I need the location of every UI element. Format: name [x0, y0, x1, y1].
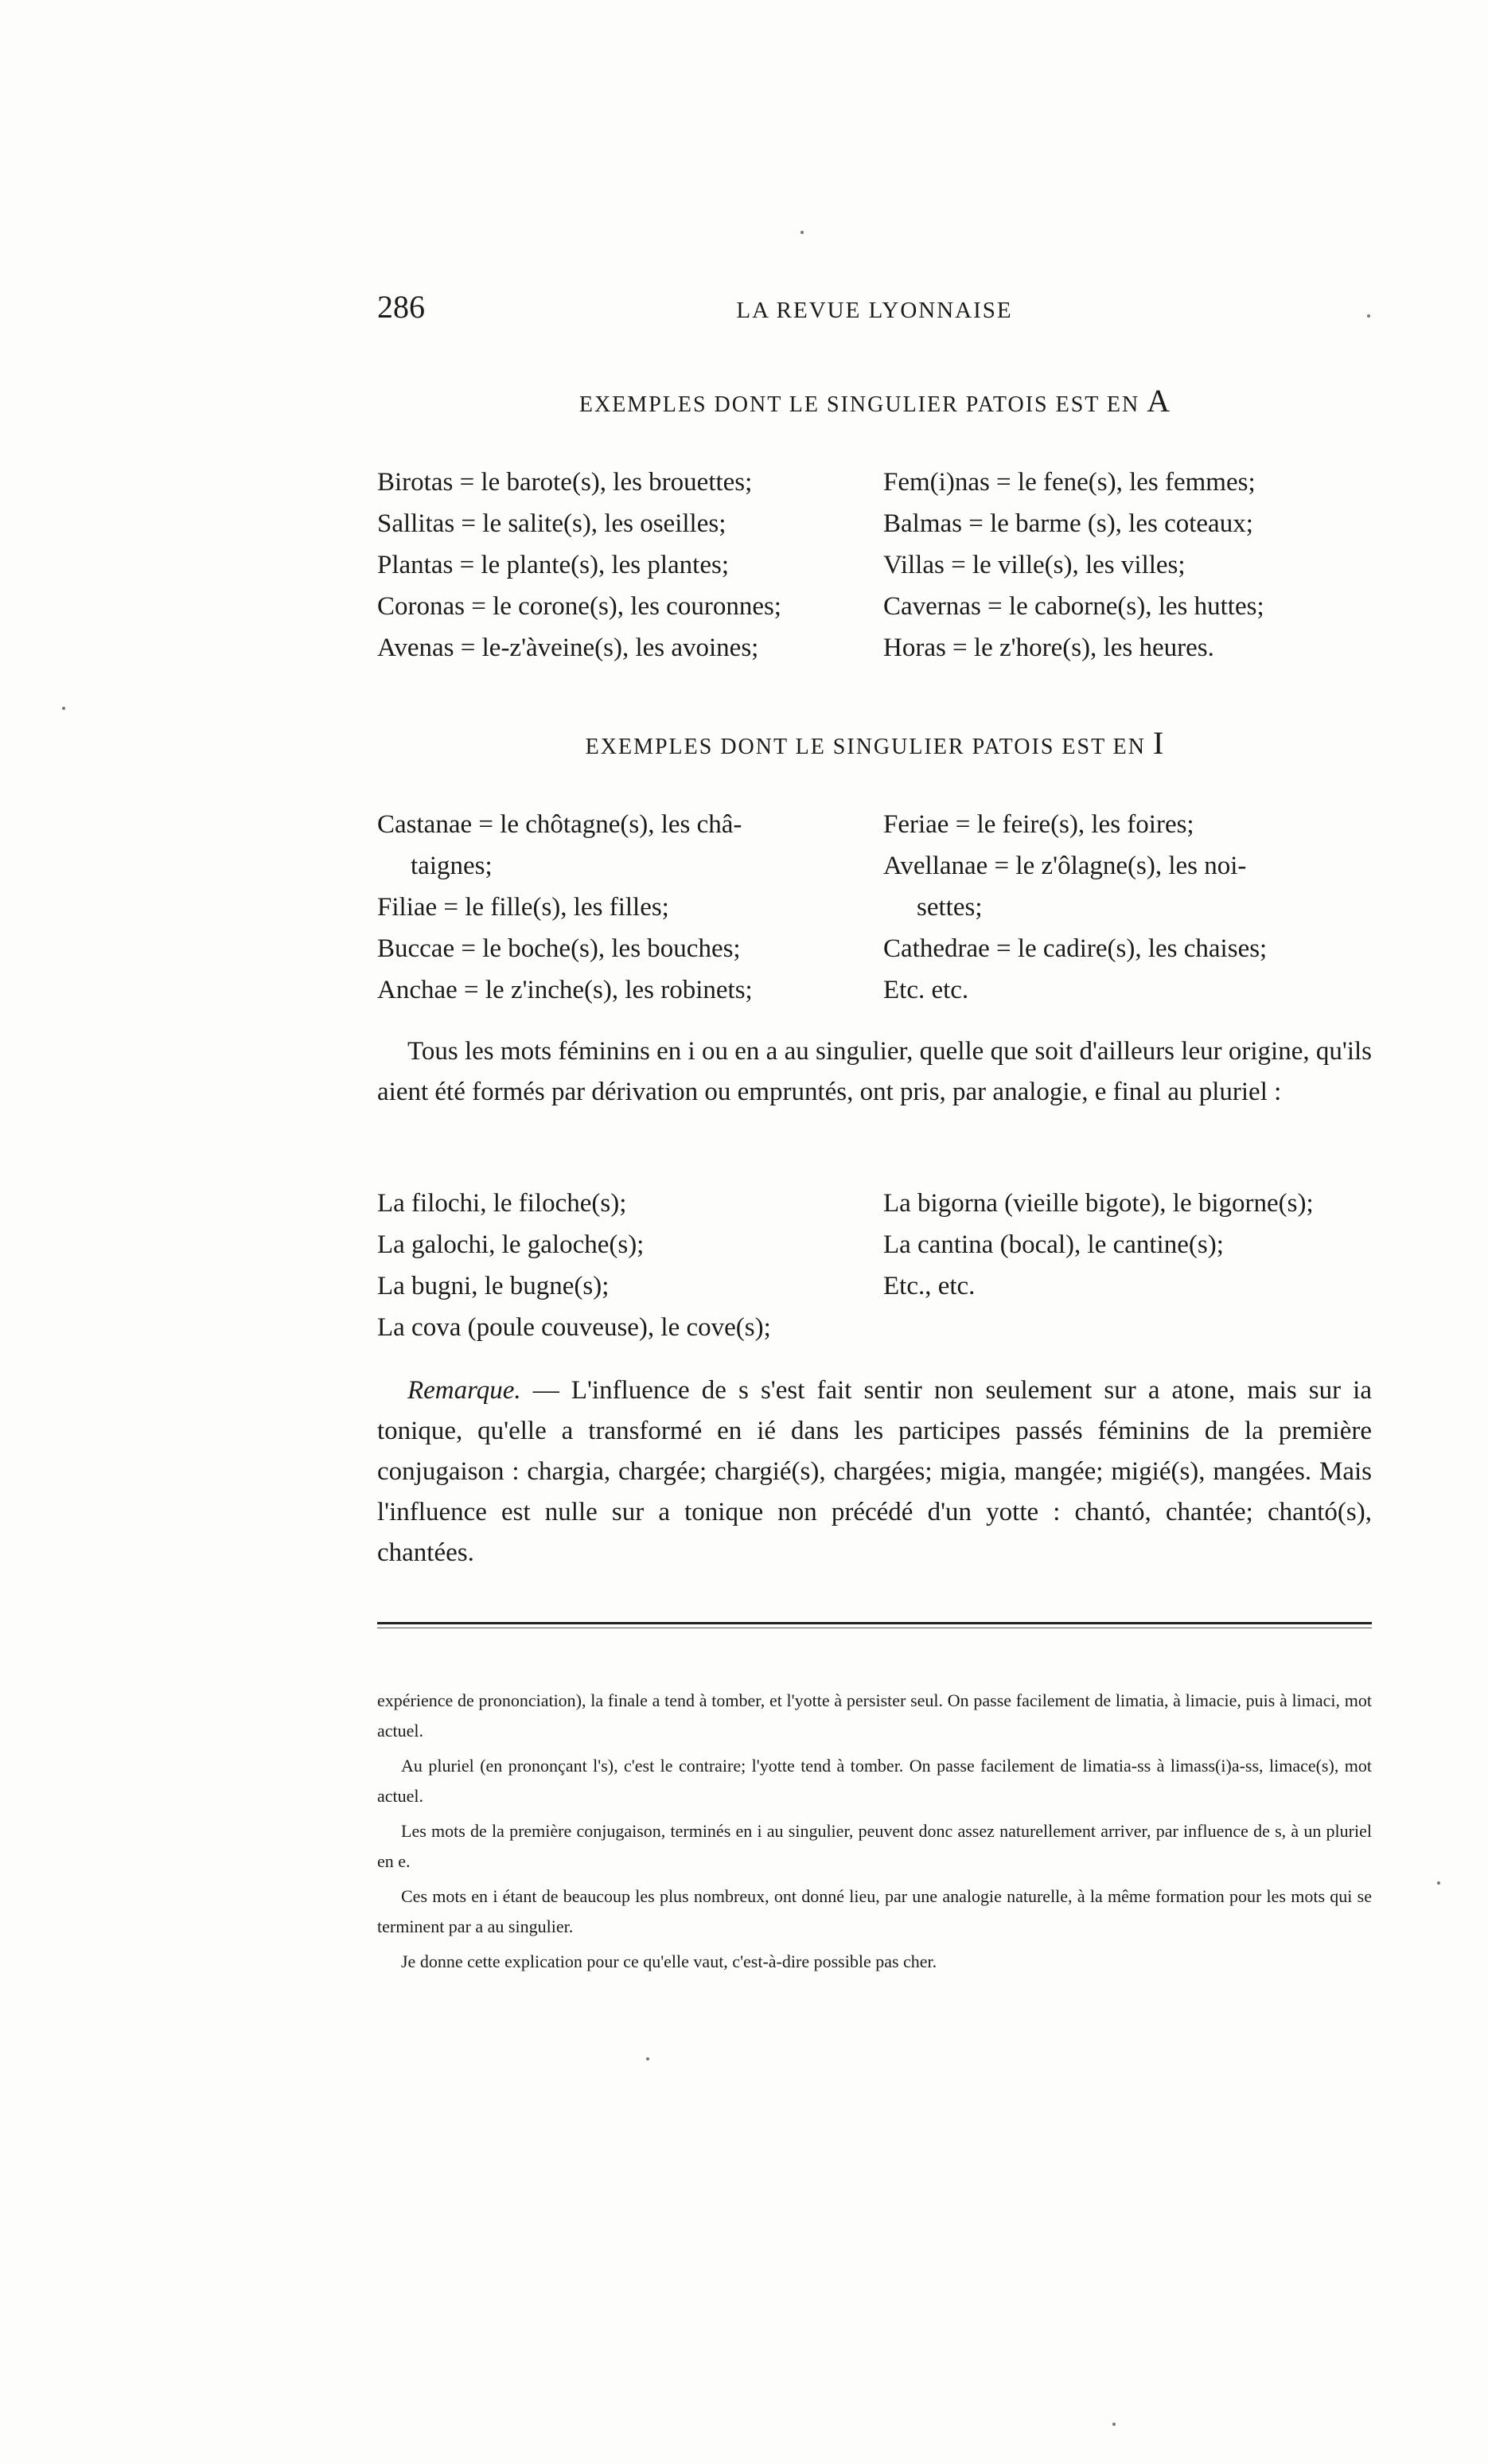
section-a-heading-text: EXEMPLES DONT LE SINGULIER PATOIS EST EN [578, 392, 1140, 417]
remark-text: — L'influence de s s'est fait sentir non seulement sur a atone, mais sur ia tonique, qu'elle a transformé en ié dans les participes passés féminins de la première conjugaison : chargia, chargée; chargié(s), chargées; migia, mangée; migié(s), mangées. Mais l'influence est nulle sur a tonique non précédé d'un yotte : chantó, chantée; chantó(s), chantées. [377, 1376, 1372, 1567]
section-i-letter: I [1153, 725, 1164, 761]
page-header [377, 288, 1372, 336]
example-line: Cathedrae = le cadire(s), les chaises; [883, 934, 1268, 963]
example-line: taignes; [411, 852, 493, 880]
remark-label: Remarque. [407, 1376, 521, 1405]
running-head: LA REVUE LYONNAISE [736, 298, 1013, 323]
footnote-paragraph: Les mots de la première conjugaison, terminés en i au singulier, peuvent donc assez naturellement arriver, par influence de s, à un pluriel en e. [377, 1821, 1372, 1871]
footnote-paragraph: Ces mots en i étant de beaucoup les plus nombreux, ont donné lieu, par une analogie naturelle, à la même formation pour les mots qui se terminent par a au singulier. [377, 1886, 1372, 1936]
example-line: Horas = le z'hore(s), les heures. [883, 634, 1214, 662]
section-i-heading-text: EXEMPLES DONT LE SINGULIER PATOIS EST EN [585, 735, 1146, 759]
print-speck [646, 2057, 649, 2060]
footnote-paragraph: Au pluriel (en prononçant l's), c'est le contraire; l'yotte tend à tomber. On passe facilement de limatia-ss à limass(i)a-ss, limace(s), mot actuel. [377, 1756, 1372, 1806]
example-line: Anchae = le z'inche(s), les robinets; [377, 976, 753, 1004]
section-a-left-column [377, 462, 855, 669]
example-line: Balmas = le barme (s), les coteaux; [883, 509, 1253, 538]
example-line: Fem(i)nas = le fene(s), les femmes; [883, 468, 1256, 497]
print-speck [1437, 1881, 1440, 1885]
paragraph-feminine-plurals [377, 1031, 1372, 1113]
print-speck [800, 231, 804, 234]
example-line: Coronas = le corone(s), les couronnes; [377, 592, 781, 621]
example-line: La cantina (bocal), le cantine(s); [883, 1230, 1224, 1259]
footnote-paragraph: expérience de prononciation), la finale a tend à tomber, et l'yotte à persister seul. On passe facilement de limatia, à limacie, puis à limaci, mot actuel. [377, 1690, 1372, 1741]
example-line: Plantas = le plante(s), les plantes; [377, 551, 730, 579]
footnotes [377, 1686, 1372, 1982]
example-line: La cova (poule couveuse), le cove(s); [377, 1313, 771, 1342]
example-line: Feriae = le feire(s), les foires; [883, 810, 1194, 839]
example-line: Sallitas = le salite(s), les oseilles; [377, 509, 726, 538]
example-line: Etc. etc. [883, 976, 969, 1004]
section-a-letter: A [1147, 383, 1171, 419]
section-a-heading [377, 382, 1372, 419]
example-line: Etc., etc. [883, 1272, 976, 1300]
section-i-right-column [883, 804, 1372, 1011]
example-line: La filochi, le filoche(s); [377, 1189, 627, 1218]
paragraph-text: Tous les mots féminins en i ou en a au singulier, quelle que soit d'ailleurs leur origine, qu'ils aient été formés par dérivation ou empruntés, ont pris, par analogie, e final au pluriel : [377, 1037, 1372, 1106]
example-line: Cavernas = le caborne(s), les huttes; [883, 592, 1264, 621]
footnote-rule [377, 1622, 1372, 1624]
example-line: settes; [917, 893, 983, 922]
remark-body [377, 1370, 1372, 1573]
example-line: Birotas = le barote(s), les brouettes; [377, 468, 753, 497]
example-line: Villas = le ville(s), les villes; [883, 551, 1186, 579]
print-speck [62, 707, 65, 710]
section-i-left-column [377, 804, 855, 1011]
examples-left-column [377, 1183, 855, 1348]
example-line: Castanae = le chôtagne(s), les châ- [377, 810, 742, 839]
remark-paragraph [377, 1370, 1372, 1573]
example-line: Avenas = le-z'àveine(s), les avoines; [377, 634, 759, 662]
example-line: Filiae = le fille(s), les filles; [377, 893, 669, 922]
example-line: La bigorna (vieille bigote), le bigorne(s); [883, 1189, 1314, 1218]
footnote-paragraph: Je donne cette explication pour ce qu'elle vaut, c'est-à-dire possible pas cher. [401, 1951, 937, 1971]
print-speck [1112, 2423, 1116, 2426]
page-number: 286 [377, 289, 425, 325]
print-speck [1367, 314, 1370, 318]
example-line: Buccae = le boche(s), les bouches; [377, 934, 741, 963]
example-line: Avellanae = le z'ôlagne(s), les noi- [883, 852, 1247, 880]
section-i-heading [377, 724, 1372, 762]
example-line: La bugni, le bugne(s); [377, 1272, 610, 1300]
examples-right-column [883, 1183, 1372, 1307]
example-line: La galochi, le galoche(s); [377, 1230, 645, 1259]
section-a-right-column [883, 462, 1372, 669]
